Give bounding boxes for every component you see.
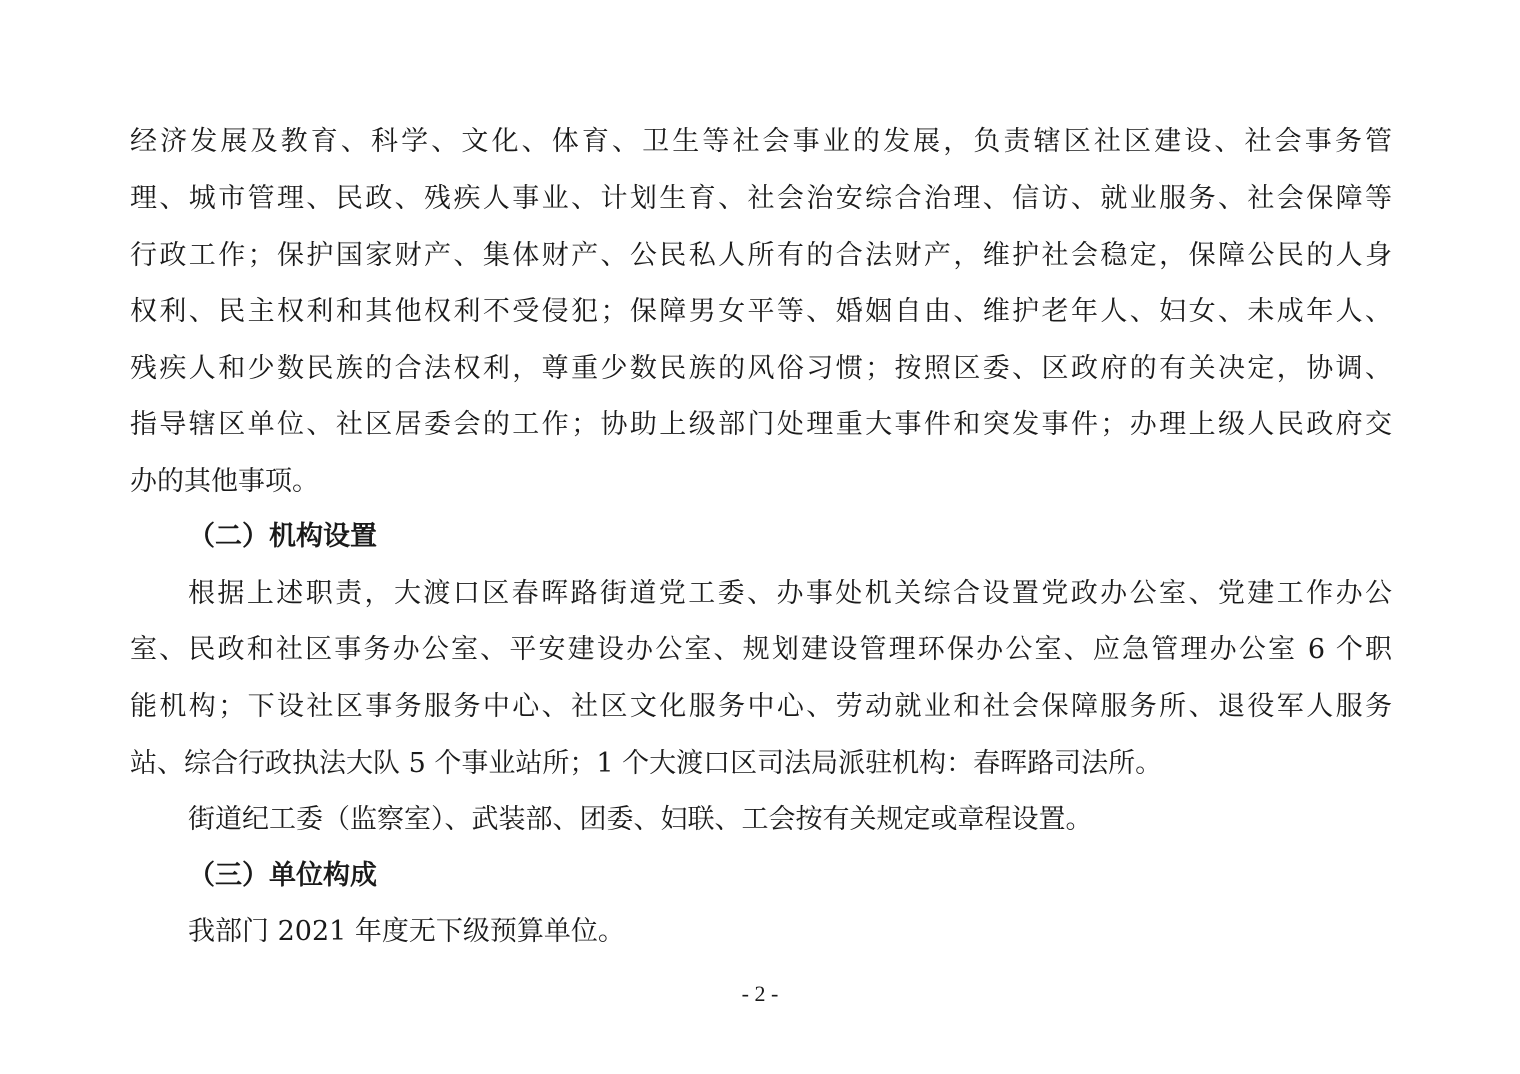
paragraph-line: 残疾人和少数民族的合法权利，尊重少数民族的风俗习惯；按照区委、区政府的有关决定，协调、 [130, 353, 1392, 384]
paragraph-units: 我部门 2021 年度无下级预算单位。 [188, 916, 625, 947]
paragraph-line: 指导辖区单位、社区居委会的工作；协助上级部门处理重大事件和突发事件；办理上级人民政府交 [130, 409, 1392, 440]
paragraph-line: 办的其他事项。 [130, 466, 319, 497]
paragraph-line: 根据上述职责，大渡口区春晖路街道党工委、办事处机关综合设置党政办公室、党建工作办公 [188, 578, 1392, 609]
section-heading-organization: （二）机构设置 [188, 521, 377, 552]
paragraph-line: 站、综合行政执法大队 5 个事业站所；1 个大渡口区司法局派驻机构：春晖路司法所。 [130, 748, 1163, 779]
paragraph-line: 权利、民主权利和其他权利不受侵犯；保障男女平等、婚姻自由、维护老年人、妇女、未成年人、 [130, 296, 1392, 327]
paragraph-line: 室、民政和社区事务办公室、平安建设办公室、规划建设管理环保办公室、应急管理办公室 6 个职 [130, 634, 1392, 665]
paragraph-line: 行政工作；保护国家财产、集体财产、公民私人所有的合法财产，维护社会稳定，保障公民的人身 [130, 240, 1392, 271]
paragraph-line: 能机构；下设社区事务服务中心、社区文化服务中心、劳动就业和社会保障服务所、退役军人服务 [130, 691, 1392, 722]
section-heading-units: （三）单位构成 [188, 860, 377, 891]
page-number: - 2 - [741, 981, 779, 1006]
paragraph-line: 经济发展及教育、科学、文化、体育、卫生等社会事业的发展，负责辖区社区建设、社会事务管 [130, 126, 1392, 157]
paragraph-note: 街道纪工委（监察室）、武装部、团委、妇联、工会按有关规定或章程设置。 [188, 804, 1093, 835]
paragraph-line: 理、城市管理、民政、残疾人事业、计划生育、社会治安综合治理、信访、就业服务、社会保障等 [130, 183, 1392, 214]
